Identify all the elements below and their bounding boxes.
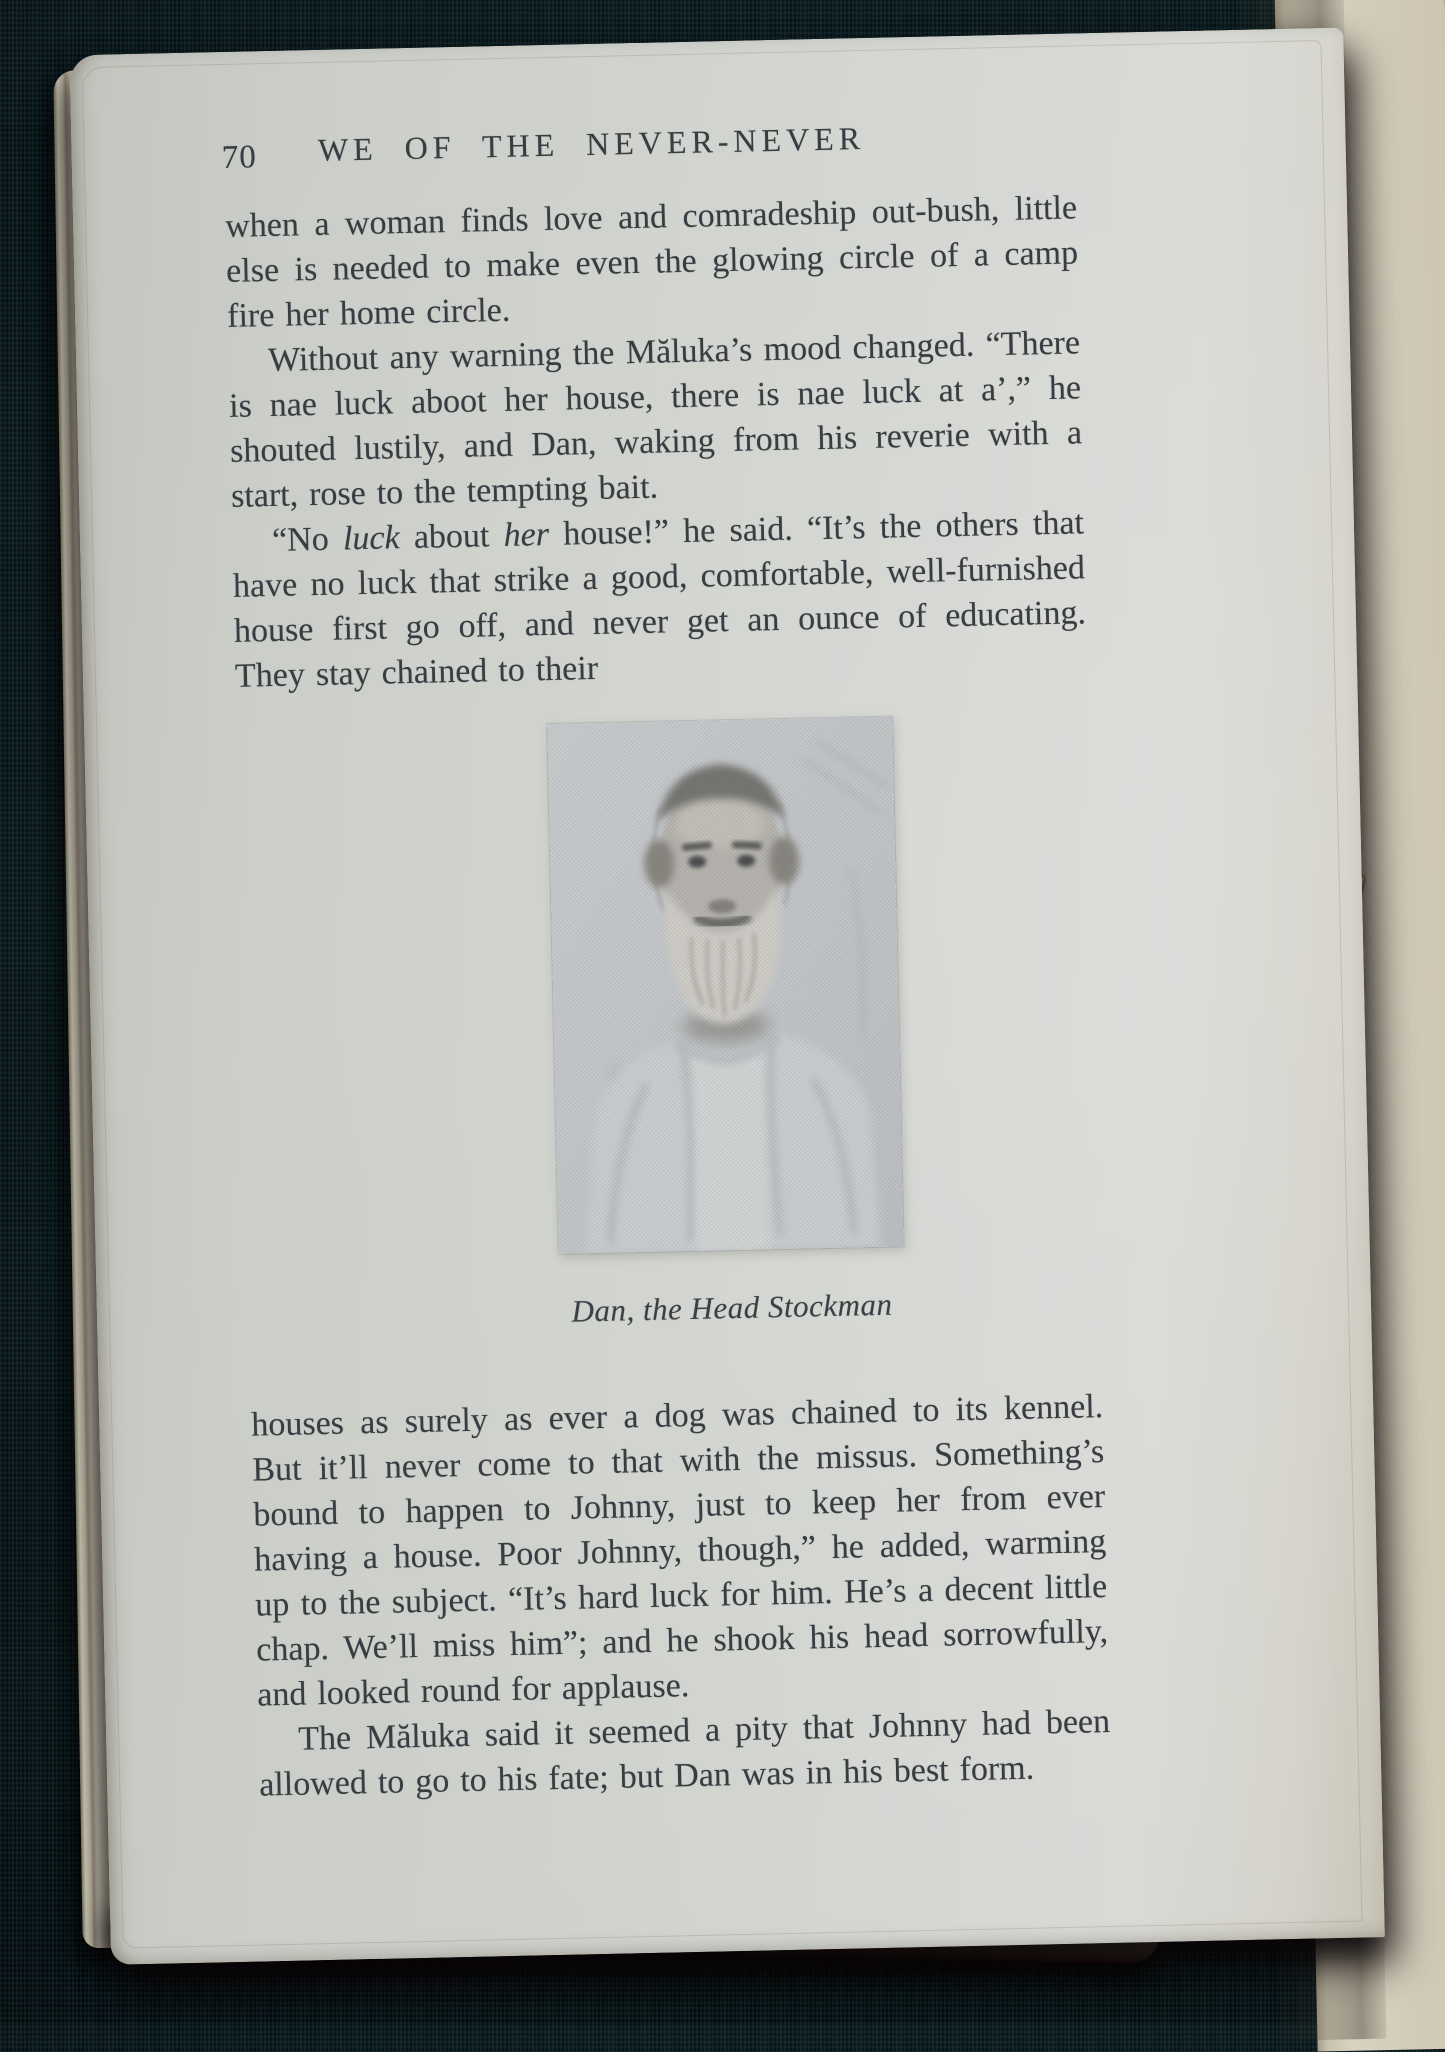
- book-page: [69, 28, 1384, 1965]
- paragraph-text: about: [399, 516, 505, 557]
- page-number: 70: [221, 139, 258, 176]
- paragraph-text: “No: [271, 520, 344, 559]
- running-title: WE OF THE NEVER-NEVER: [317, 119, 866, 168]
- italic-word: her: [503, 515, 550, 554]
- portrait-figure: [547, 717, 905, 1330]
- paragraph: The Măluka said it seemed a pity that Johnny had been allowed to go to his fate; but Dan was in his best form.: [258, 1702, 1111, 1804]
- paragraph-continuation: houses as surely as ever a dog was chained to its kennel. But it’ll never come to that with the missus. Something’s bound to happen to Johnny, just to keep her from ever having a house. Poor Johnny, though,” he added, warming up to the subject. “It’s hard luck for him. He’s a decent little chap. We’ll miss him”; and he shook his head sorrowfully, and looked round for applause.: [250, 1388, 1109, 1714]
- figure-caption: Dan, the Head Stockman: [571, 1286, 893, 1329]
- paragraph: [232, 500, 1088, 699]
- paragraph-continuation: when a woman finds love and comradeship out-bush, little else is needed to make even the glowing circle of a camp fire her home circle.: [224, 189, 1079, 335]
- portrait-illustration: [547, 717, 903, 1254]
- page-content: [223, 115, 1111, 1807]
- portrait-frame: [547, 717, 903, 1254]
- paragraph: Without any warning the Măluka’s mood changed. “There is nae luck aboot her house, there is nae luck at a’,” he shouted lustily, and Dan, waking from his reverie with a start, rose to the tempting bait.: [228, 324, 1083, 515]
- paragraph-text: house!” he said. “It’s the others that have no luck that strike a good, comfortable, well-furnished house first go off, and never get an ounce of educating. They stay chained to their: [232, 504, 1087, 695]
- page-header: [223, 115, 1076, 182]
- italic-word: luck: [342, 519, 401, 558]
